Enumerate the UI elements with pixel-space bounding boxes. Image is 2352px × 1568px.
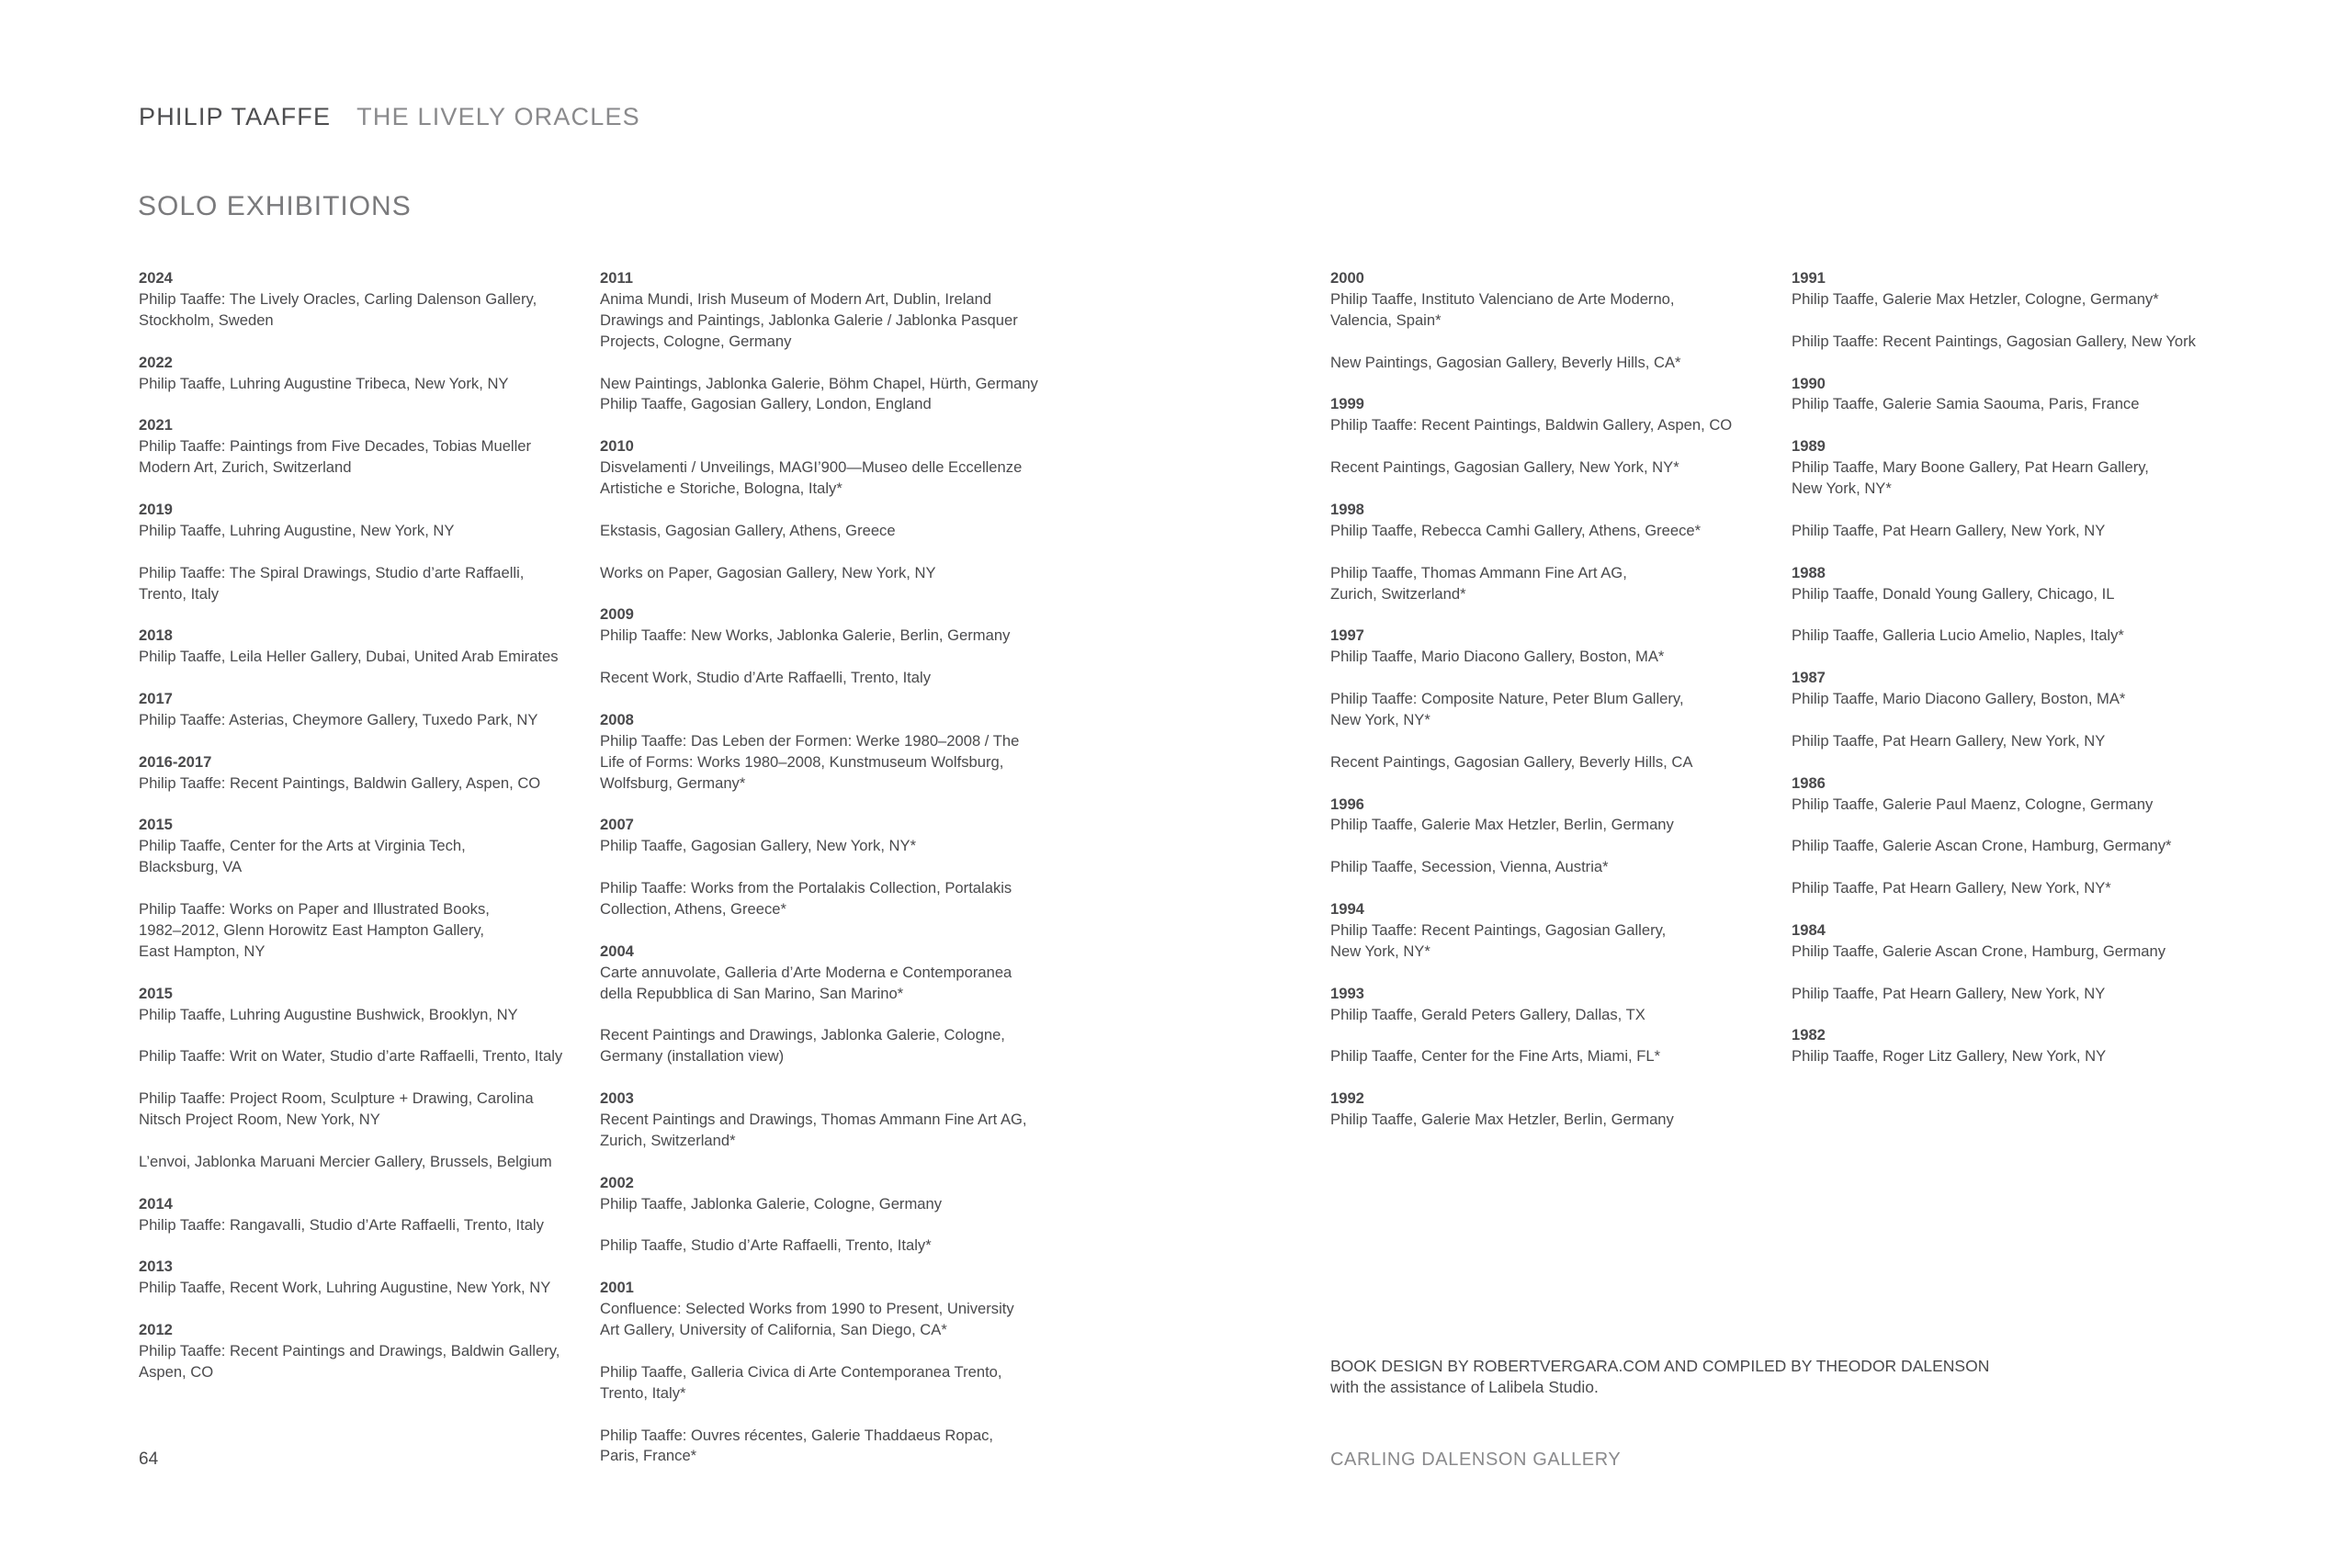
year-block <box>1330 984 1790 1068</box>
exhibition-entry: Philip Taaffe, Secession, Vienna, Austria* <box>1330 858 1609 876</box>
exhibition-entry: Philip Taaffe, Roger Litz Gallery, New York, NY <box>1792 1047 2107 1066</box>
exhibition-entry: Philip Taaffe, Galerie Samia Saouma, Paris, France <box>1792 395 2140 413</box>
exhibition-entry: Philip Taaffe: Ouvres récentes, Galerie Thaddaeus Ropac, Paris, France* <box>600 1426 994 1465</box>
credits <box>1330 1356 1989 1398</box>
year-label: 2019 <box>139 500 173 518</box>
year-block <box>1330 1089 1790 1131</box>
exhibition-entry: New Paintings, Jablonka Galerie, Böhm Chapel, Hürth, Germany Philip Taaffe, Gagosian Gallery, London, England <box>600 374 1038 413</box>
exhibitions-column-1 <box>139 268 598 1404</box>
year-block <box>139 1194 598 1236</box>
exhibition-entry: Philip Taaffe, Luhring Augustine Bushwick, Brooklyn, NY <box>139 1005 518 1023</box>
exhibition-entry: Philip Taaffe, Recent Work, Luhring Augustine, New York, NY <box>139 1279 551 1297</box>
year-label: 1996 <box>1330 795 1364 813</box>
year-block <box>1330 899 1790 963</box>
year-block <box>139 689 598 731</box>
year-label: 1987 <box>1792 669 1826 687</box>
exhibition-entry: Philip Taaffe: Writ on Water, Studio d’arte Raffaelli, Trento, Italy <box>139 1047 563 1066</box>
year-label: 2008 <box>600 710 634 728</box>
exhibition-entry: Philip Taaffe: Recent Paintings, Baldwin Gallery, Aspen, CO <box>1330 416 1733 434</box>
exhibitions-column-2 <box>600 268 1059 1488</box>
year-label: 2022 <box>139 353 173 371</box>
exhibitions-column-3 <box>1330 268 1790 1152</box>
exhibition-entry: Philip Taaffe: Project Room, Sculpture + Drawing, Carolina Nitsch Project Room, New York, NY <box>139 1089 534 1129</box>
credits-line-2: with the assistance of Lalibela Studio. <box>1330 1378 1599 1396</box>
year-block <box>600 710 1059 795</box>
year-block <box>1792 268 2251 353</box>
exhibition-entry: Philip Taaffe, Center for the Arts at Virginia Tech, Blacksburg, VA <box>139 837 466 876</box>
year-label: 1991 <box>1792 269 1826 287</box>
page-number: 64 <box>139 1450 159 1469</box>
exhibition-entry: Philip Taaffe, Thomas Ammann Fine Art AG, Zurich, Switzerland* <box>1330 563 1627 603</box>
exhibition-entry: Philip Taaffe, Galerie Paul Maenz, Cologne, Germany <box>1792 795 2154 813</box>
exhibition-entry: Philip Taaffe, Gerald Peters Gallery, Dallas, TX <box>1330 1005 1645 1023</box>
year-block <box>139 1257 598 1299</box>
exhibition-entry: Philip Taaffe: Works on Paper and Illustrated Books, 1982–2012, Glenn Horowitz East Hampton Gallery, East Hampton, NY <box>139 900 490 960</box>
exhibition-entry: Philip Taaffe, Gagosian Gallery, New York, NY* <box>600 837 917 855</box>
year-label: 1990 <box>1792 374 1826 392</box>
year-label: 2013 <box>139 1258 173 1276</box>
year-label: 2014 <box>139 1194 173 1213</box>
year-block <box>1792 668 2251 752</box>
year-label: 2011 <box>600 269 633 287</box>
exhibition-entry: Philip Taaffe, Galleria Lucio Amelio, Naples, Italy* <box>1792 626 2124 645</box>
section-title: SOLO EXHIBITIONS <box>138 191 412 221</box>
exhibition-entry: Philip Taaffe, Pat Hearn Gallery, New York, NY <box>1792 521 2106 539</box>
exhibition-entry: Philip Taaffe, Donald Young Gallery, Chicago, IL <box>1792 584 2115 603</box>
exhibition-entry: Philip Taaffe, Luhring Augustine Tribeca, New York, NY <box>139 374 509 392</box>
exhibition-entry: Philip Taaffe, Galerie Ascan Crone, Hamburg, Germany <box>1792 942 2166 960</box>
exhibition-entry: Recent Work, Studio d’Arte Raffaelli, Trento, Italy <box>600 669 932 687</box>
exhibition-entry: Philip Taaffe, Studio d’Arte Raffaelli, Trento, Italy* <box>600 1236 932 1255</box>
year-label: 1998 <box>1330 500 1364 518</box>
exhibition-entry: Philip Taaffe, Galerie Max Hetzler, Berlin, Germany <box>1330 1111 1674 1129</box>
exhibition-entry: Philip Taaffe: Recent Paintings, Gagosian Gallery, New York <box>1792 332 2196 350</box>
exhibition-entry: Ekstasis, Gagosian Gallery, Athens, Greece <box>600 521 896 539</box>
year-label: 2003 <box>600 1089 634 1108</box>
year-label: 2001 <box>600 1279 634 1297</box>
exhibition-entry: Philip Taaffe: Recent Paintings, Baldwin Gallery, Aspen, CO <box>139 773 541 792</box>
artist-name: PHILIP TAAFFE <box>139 103 332 130</box>
exhibition-entry: Philip Taaffe: Recent Paintings, Gagosian Gallery, New York, NY* <box>1330 920 1667 960</box>
exhibition-entry: Philip Taaffe: Asterias, Cheymore Gallery, Tuxedo Park, NY <box>139 710 538 728</box>
year-label: 2002 <box>600 1173 634 1191</box>
year-block <box>139 815 598 962</box>
exhibition-entry: Philip Taaffe, Leila Heller Gallery, Dubai, United Arab Emirates <box>139 648 559 666</box>
exhibition-entry: Anima Mundi, Irish Museum of Modern Art, Dublin, Ireland Drawings and Paintings, Jablonka Galerie / Jablonka Pasquer Projects, Cologne, Germany <box>600 289 1018 350</box>
year-label: 1999 <box>1330 395 1364 413</box>
credits-line-1: BOOK DESIGN BY ROBERTVERGARA.COM AND COMPILED BY THEODOR DALENSON <box>1330 1357 1990 1375</box>
exhibition-entry: Philip Taaffe, Mario Diacono Gallery, Boston, MA* <box>1330 648 1665 666</box>
year-block <box>1792 773 2251 899</box>
year-label: 1989 <box>1792 437 1826 456</box>
exhibition-entry: Philip Taaffe: Das Leben der Formen: Werke 1980–2008 / The Life of Forms: Works 1980–2008, Kunstmuseum Wolfsburg, Wolfsburg, Germany* <box>600 731 1020 792</box>
year-block <box>139 752 598 795</box>
exhibition-entry: Philip Taaffe, Rebecca Camhi Gallery, Athens, Greece* <box>1330 521 1702 539</box>
year-label: 1994 <box>1330 900 1364 919</box>
exhibition-entry: Carte annuvolate, Galleria d’Arte Moderna e Contemporanea della Repubblica di San Marino, San Marino* <box>600 963 1012 1002</box>
year-label: 2012 <box>139 1321 173 1339</box>
exhibition-entry: Philip Taaffe, Instituto Valenciano de Arte Moderno, Valencia, Spain* <box>1330 289 1675 329</box>
year-label: 2004 <box>600 942 634 960</box>
running-header <box>139 103 640 131</box>
year-label: 2009 <box>600 605 634 624</box>
year-block <box>600 604 1059 689</box>
year-block <box>139 353 598 395</box>
year-block <box>139 626 598 668</box>
book-title: THE LIVELY ORACLES <box>356 103 640 130</box>
exhibition-entry: Philip Taaffe: Paintings from Five Decades, Tobias Mueller Modern Art, Zurich, Switzerland <box>139 437 532 477</box>
year-block <box>600 815 1059 920</box>
year-block <box>1330 394 1790 479</box>
year-block <box>139 500 598 605</box>
exhibition-entry: L’envoi, Jablonka Maruani Mercier Gallery, Brussels, Belgium <box>139 1152 552 1170</box>
exhibition-entry: Philip Taaffe, Pat Hearn Gallery, New York, NY <box>1792 731 2106 750</box>
exhibition-entry: New Paintings, Gagosian Gallery, Beverly Hills, CA* <box>1330 353 1681 371</box>
year-label: 2024 <box>139 269 173 287</box>
exhibition-entry: Philip Taaffe: The Spiral Drawings, Studio d’arte Raffaelli, Trento, Italy <box>139 563 525 603</box>
year-block <box>1330 500 1790 605</box>
exhibition-entry: Philip Taaffe: Rangavalli, Studio d’Arte Raffaelli, Trento, Italy <box>139 1215 544 1234</box>
exhibition-entry: Philip Taaffe, Center for the Fine Arts, Miami, FL* <box>1330 1047 1661 1066</box>
exhibition-entry: Philip Taaffe, Mario Diacono Gallery, Boston, MA* <box>1792 690 2126 708</box>
exhibition-entry: Philip Taaffe, Mary Boone Gallery, Pat Hearn Gallery, New York, NY* <box>1792 458 2149 498</box>
exhibition-entry: Works on Paper, Gagosian Gallery, New York, NY <box>600 563 936 581</box>
exhibition-entry: Philip Taaffe: Recent Paintings and Drawings, Baldwin Gallery, Aspen, CO <box>139 1341 560 1381</box>
year-label: 1997 <box>1330 626 1364 645</box>
year-label: 1992 <box>1330 1089 1364 1108</box>
year-block <box>1792 920 2251 1005</box>
exhibition-entry: Recent Paintings and Drawings, Jablonka Galerie, Cologne, Germany (installation view) <box>600 1026 1005 1066</box>
year-label: 1986 <box>1792 773 1826 792</box>
year-block <box>600 942 1059 1067</box>
year-block <box>600 268 1059 415</box>
year-label: 1993 <box>1330 984 1364 1002</box>
year-block <box>600 436 1059 583</box>
exhibition-entry: Recent Paintings, Gagosian Gallery, Beverly Hills, CA <box>1330 752 1693 771</box>
exhibition-entry: Philip Taaffe: Works from the Portalakis Collection, Portalakis Collection, Athens, Greece* <box>600 879 1012 919</box>
exhibition-entry: Confluence: Selected Works from 1990 to Present, University Art Gallery, University of California, San Diego, CA* <box>600 1300 1014 1339</box>
exhibition-entry: Philip Taaffe, Pat Hearn Gallery, New York, NY* <box>1792 879 2111 897</box>
year-block <box>139 1320 598 1383</box>
exhibition-entry: Philip Taaffe, Luhring Augustine, New York, NY <box>139 521 455 539</box>
year-block <box>600 1089 1059 1152</box>
year-label: 2018 <box>139 626 173 645</box>
year-label: 1988 <box>1792 563 1826 581</box>
exhibition-entry: Philip Taaffe, Galleria Civica di Arte Contemporanea Trento, Trento, Italy* <box>600 1362 1002 1402</box>
year-block <box>1330 268 1790 374</box>
year-label: 2000 <box>1330 269 1364 287</box>
exhibition-entry: Disvelamenti / Unveilings, MAGI’900—Museo delle Eccellenze Artistiche e Storiche, Bologna, Italy* <box>600 458 1023 498</box>
exhibition-entry: Philip Taaffe, Galerie Ascan Crone, Hamburg, Germany* <box>1792 837 2172 855</box>
year-label: 1982 <box>1792 1026 1826 1044</box>
year-block <box>1330 626 1790 773</box>
exhibition-entry: Philip Taaffe, Galerie Max Hetzler, Cologne, Germany* <box>1792 289 2159 308</box>
exhibition-entry: Philip Taaffe, Pat Hearn Gallery, New York, NY <box>1792 984 2106 1002</box>
year-label: 2021 <box>139 416 173 434</box>
year-block <box>139 984 598 1173</box>
year-block <box>1330 795 1790 879</box>
year-block <box>1792 563 2251 648</box>
exhibition-entry: Recent Paintings, Gagosian Gallery, New York, NY* <box>1330 458 1679 477</box>
year-label: 2015 <box>139 816 173 834</box>
year-block <box>600 1278 1059 1467</box>
year-block <box>600 1173 1059 1258</box>
year-label: 2015 <box>139 984 173 1002</box>
year-block <box>1792 374 2251 416</box>
exhibition-entry: Philip Taaffe: Composite Nature, Peter Blum Gallery, New York, NY* <box>1330 690 1684 728</box>
year-block <box>1792 436 2251 542</box>
year-label: 2007 <box>600 816 634 834</box>
year-label: 2017 <box>139 690 173 708</box>
exhibition-entry: Philip Taaffe: The Lively Oracles, Carling Dalenson Gallery, Stockholm, Sweden <box>139 289 537 329</box>
exhibition-entry: Philip Taaffe, Galerie Max Hetzler, Berlin, Germany <box>1330 816 1674 834</box>
year-block <box>1792 1025 2251 1067</box>
year-block <box>139 268 598 332</box>
exhibition-entry: Recent Paintings and Drawings, Thomas Ammann Fine Art AG, Zurich, Switzerland* <box>600 1111 1027 1149</box>
exhibitions-column-4 <box>1792 268 2251 1089</box>
exhibition-entry: Philip Taaffe, Jablonka Galerie, Cologne, Germany <box>600 1194 943 1213</box>
year-label: 1984 <box>1792 920 1826 939</box>
gallery-name: CARLING DALENSON GALLERY <box>1330 1450 1622 1470</box>
year-label: 2010 <box>600 437 634 456</box>
year-block <box>139 415 598 479</box>
exhibition-entry: Philip Taaffe: New Works, Jablonka Galerie, Berlin, Germany <box>600 626 1011 645</box>
year-label: 2016-2017 <box>139 752 212 771</box>
